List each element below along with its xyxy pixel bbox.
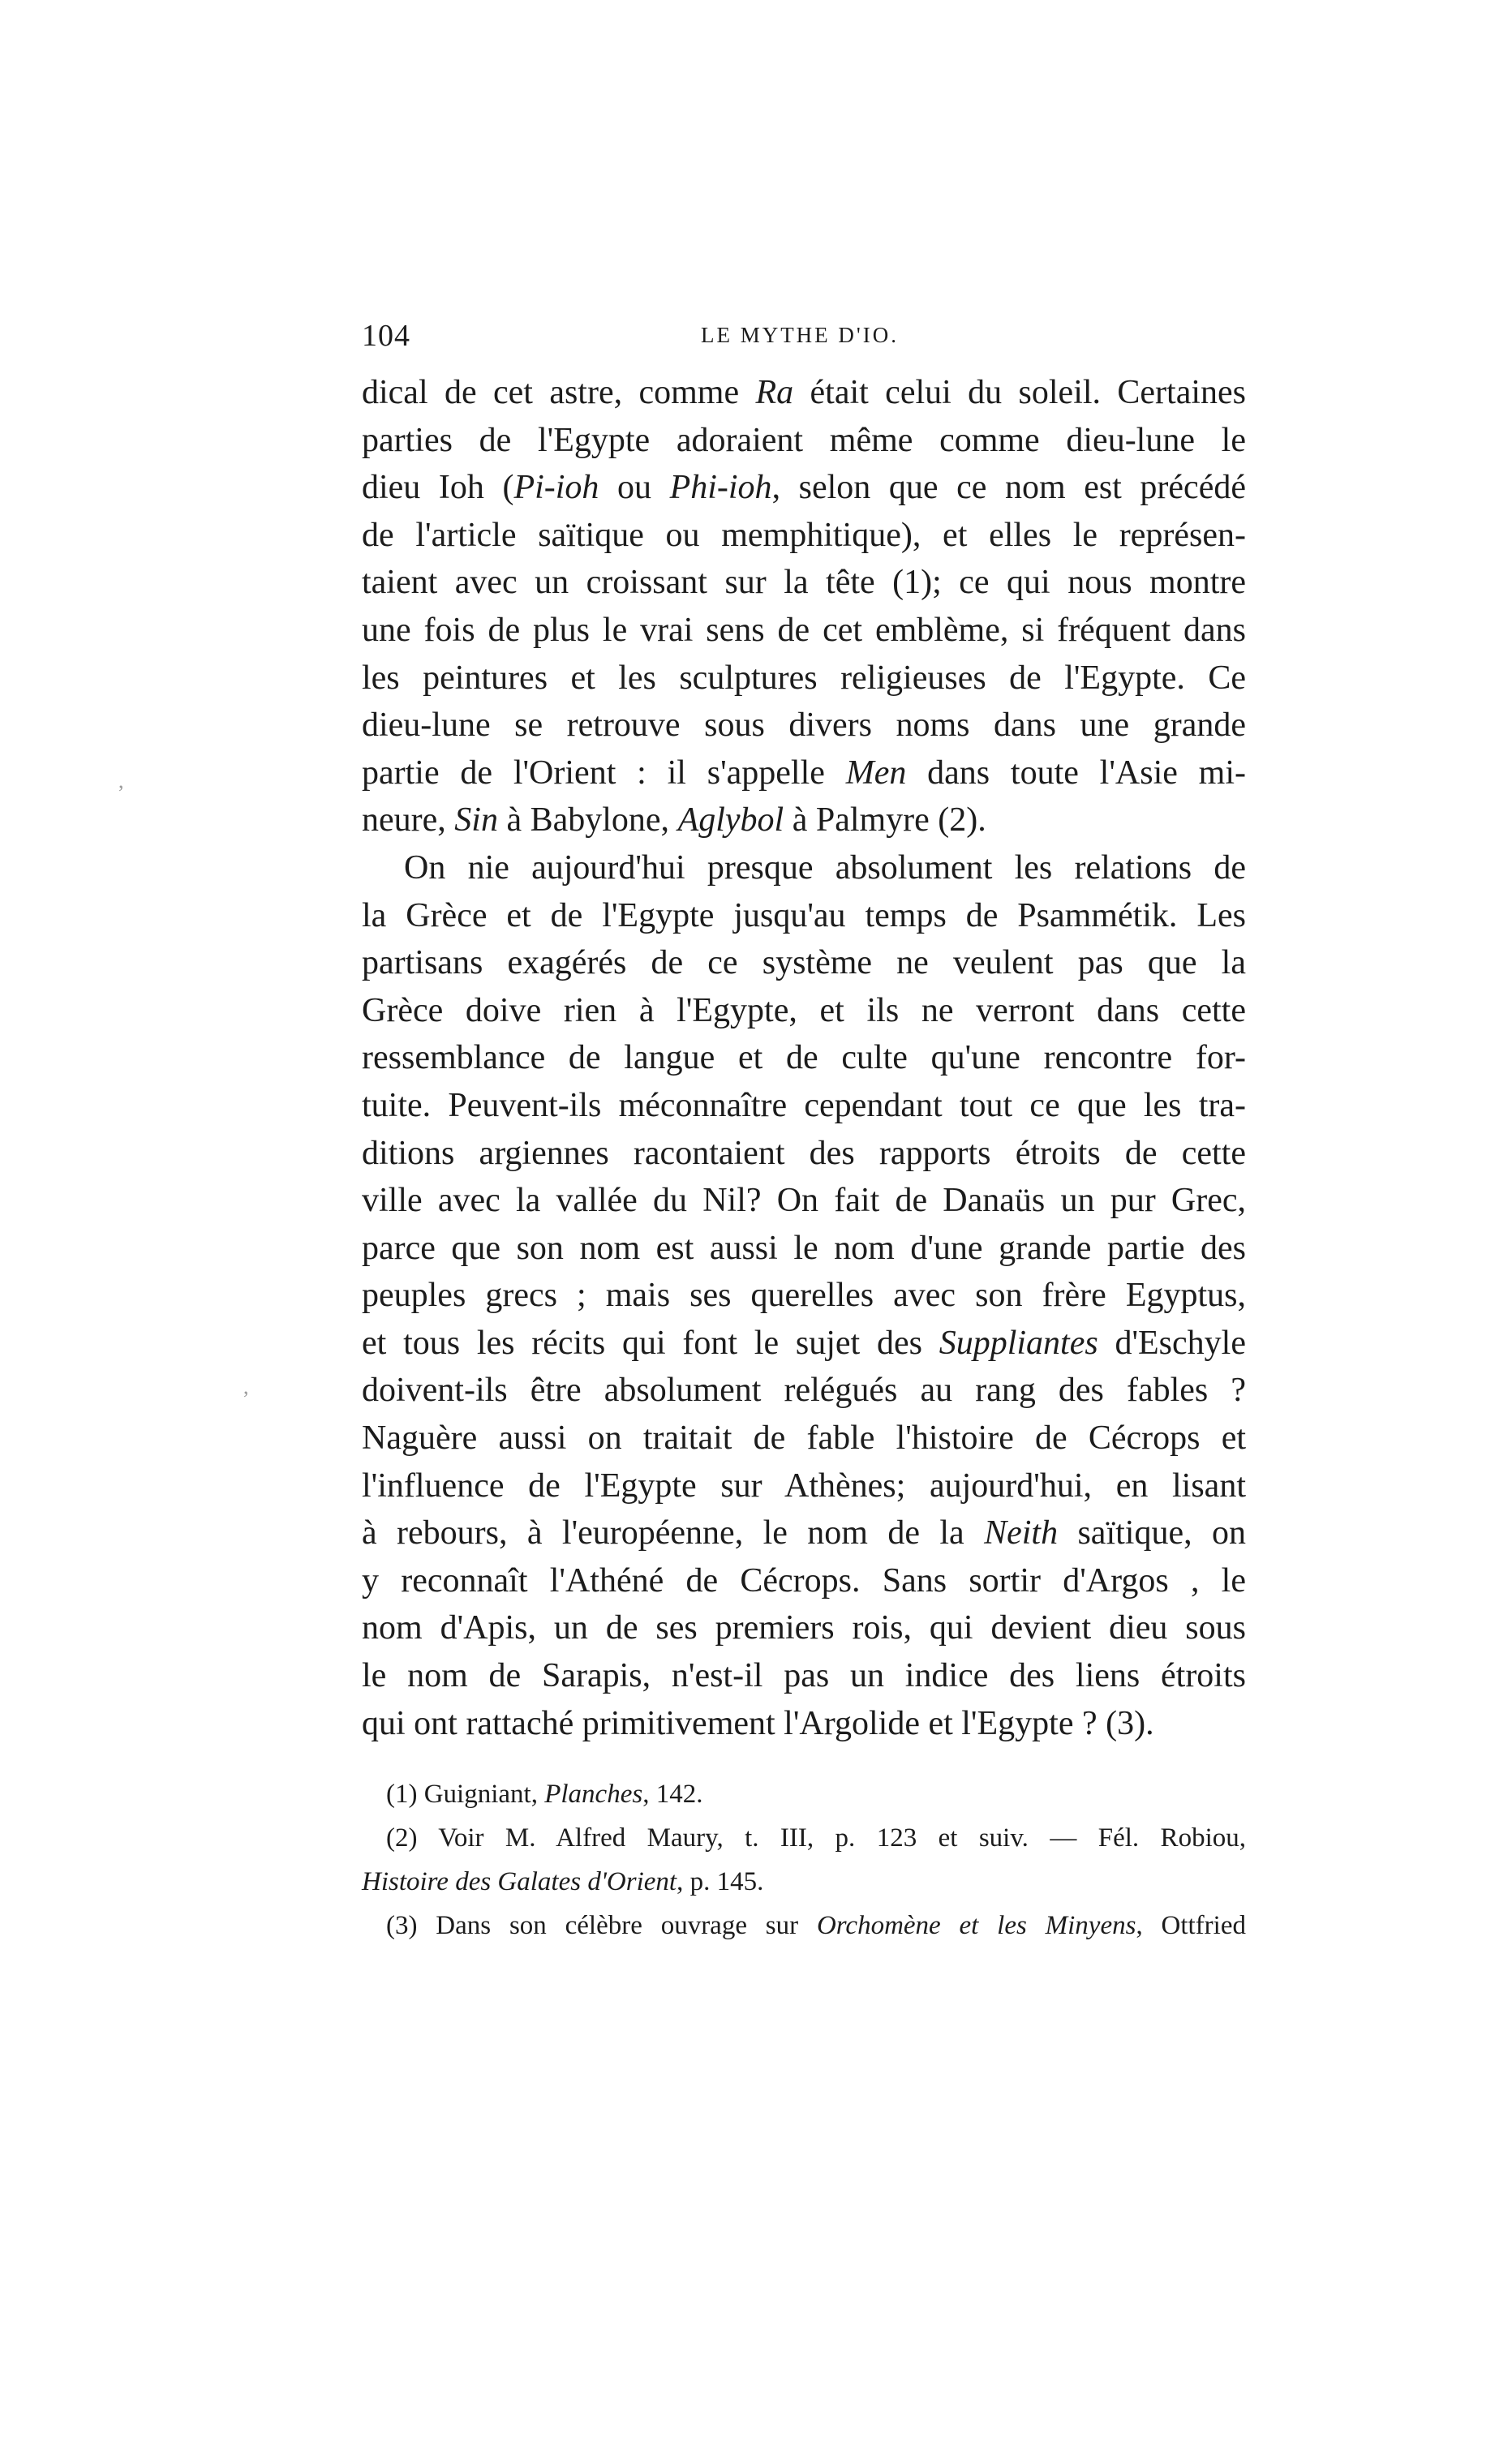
text-line: taient avec un croissant sur la tête (1); ce qui nous montre	[362, 564, 1246, 602]
running-head	[362, 318, 1246, 359]
footnote-line: (2) Voir M. Alfred Maury, t. III, p. 123 et suiv. — Fél. Robiou,	[386, 1823, 1246, 1853]
paper-speck: ,	[243, 1375, 249, 1398]
text-line: une fois de plus le vrai sens de cet emblème, si fréquent dans	[362, 611, 1246, 649]
footnote-line: (3) Dans son célèbre ouvrage sur Orchomène et les Minyens, Ottfried	[386, 1911, 1246, 1940]
footnotes	[362, 1772, 1246, 1947]
text-line: et tous les récits qui font le sujet des Suppliantes d'Eschyle	[362, 1324, 1246, 1362]
text-line: nom d'Apis, un de ses premiers rois, qui devient dieu sous	[362, 1609, 1246, 1647]
text-line: parties de l'Egypte adoraient même comme dieu-lune le	[362, 421, 1246, 459]
footnote-line: Histoire des Galates d'Orient, p. 145.	[362, 1867, 764, 1896]
text-line: parce que son nom est aussi le nom d'une grande partie des	[362, 1229, 1246, 1267]
running-title: LE MYTHE D'IO.	[700, 323, 900, 347]
text-line: dieu-lune se retrouve sous divers noms dans une grande	[362, 706, 1246, 745]
text-line: à rebours, à l'européenne, le nom de la Neith saïtique, on	[362, 1514, 1246, 1552]
text-line: dical de cet astre, comme Ra était celui du soleil. Certaines	[362, 374, 1247, 411]
text-line: On nie aujourd'hui presque absolument les relations de	[404, 848, 1246, 887]
paper-speck: ,	[118, 769, 124, 792]
text-line: neure, Sin à Babylone, Aglybol à Palmyre (2).	[362, 801, 986, 840]
page-number: 104	[362, 319, 410, 353]
footnote-line: (1) Guigniant, Planches, 142.	[386, 1780, 703, 1809]
text-line: de l'article saïtique ou memphitique), et elles le représen-	[362, 516, 1246, 554]
text-line: qui ont rattaché primitivement l'Argolide et l'Egypte ? (3).	[362, 1704, 1154, 1742]
text-line: dieu Ioh (Pi-ioh ou Phi-ioh, selon que ce nom est précédé	[362, 469, 1246, 507]
text-line: Grèce doive rien à l'Egypte, et ils ne verront dans cette	[362, 991, 1246, 1029]
text-line: ville avec la vallée du Nil? On fait de Danaüs un pur Grec,	[362, 1182, 1246, 1220]
text-line: ditions argiennes racontaient des rapports étroits de cette	[362, 1134, 1246, 1172]
text-line: l'influence de l'Egypte sur Athènes; aujourd'hui, en lisant	[362, 1466, 1246, 1505]
text-line: les peintures et les sculptures religieuses de l'Egypte. Ce	[362, 659, 1246, 697]
text-line: y reconnaît l'Athéné de Cécrops. Sans sortir d'Argos , le	[362, 1561, 1246, 1600]
text-line: Naguère aussi on traitait de fable l'histoire de Cécrops et	[362, 1419, 1246, 1458]
text-line: peuples grecs ; mais ses querelles avec son frère Egyptus,	[362, 1277, 1246, 1315]
text-line: ressemblance de langue et de culte qu'une rencontre for-	[362, 1039, 1246, 1077]
text-line: doivent-ils être absolument relégués au rang des fables ?	[362, 1372, 1246, 1410]
main-text	[362, 369, 1246, 1747]
text-line: partisans exagérés de ce système ne veulent pas que la	[362, 944, 1246, 982]
text-line: le nom de Sarapis, n'est-il pas un indice des liens étroits	[362, 1657, 1246, 1695]
text-line: la Grèce et de l'Egypte jusqu'au temps de Psammétik. Les	[362, 896, 1246, 934]
text-line: partie de l'Orient : il s'appelle Men dans toute l'Asie mi-	[362, 754, 1247, 792]
text-line: tuite. Peuvent-ils méconnaître cependant tout ce que les tra-	[362, 1086, 1246, 1124]
